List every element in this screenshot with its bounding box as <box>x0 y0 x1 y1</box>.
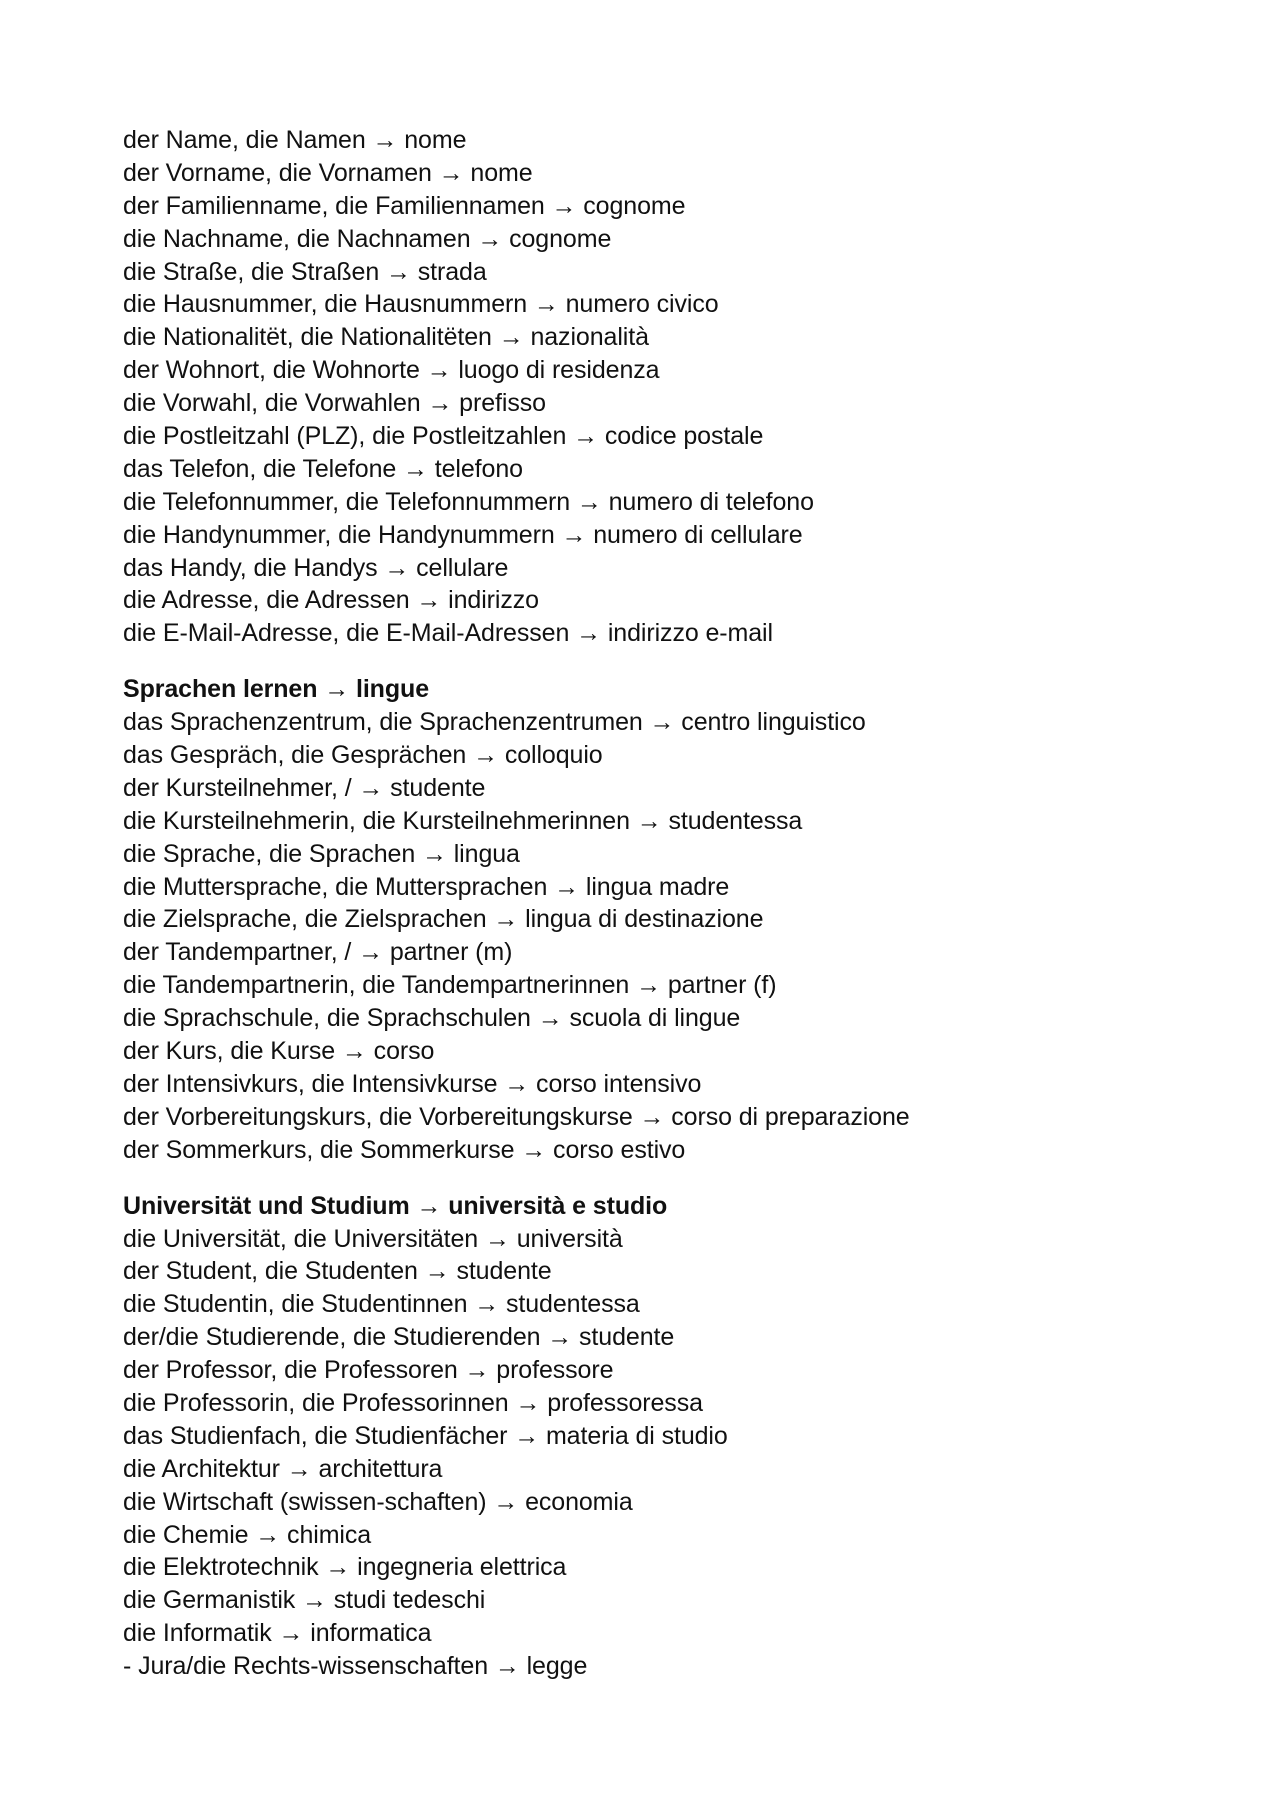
vocab-line: der Intensivkurs, die Intensivkurse → corso intensivo <box>123 1069 702 1098</box>
vocab-line: die Adresse, die Adressen → indirizzo <box>123 586 539 615</box>
vocab-line: die Nachname, die Nachnamen → cognome <box>123 224 612 253</box>
vocab-line: der Vorbereitungskurs, die Vorbereitungskurse → corso di preparazione <box>123 1102 910 1131</box>
section-heading: Sprachen lernen → lingue <box>123 675 429 704</box>
vocab-line: die Universität, die Universitäten → università <box>123 1224 623 1253</box>
vocab-line: die Hausnummer, die Hausnummern → numero civico <box>123 290 719 319</box>
vocab-line: der Familienname, die Familiennamen → cognome <box>123 191 686 220</box>
section-personal-data <box>123 124 1223 650</box>
vocab-line: der Wohnort, die Wohnorte → luogo di residenza <box>123 356 660 385</box>
vocab-line: die Sprache, die Sprachen → lingua <box>123 839 520 868</box>
vocab-line: die E-Mail-Adresse, die E-Mail-Adressen → indirizzo e-mail <box>123 619 773 648</box>
vocab-line: die Kursteilnehmerin, die Kursteilnehmerinnen → studentessa <box>123 806 803 835</box>
vocab-line: die Informatik → informatica <box>123 1619 432 1648</box>
vocab-line: die Chemie → chimica <box>123 1520 372 1549</box>
vocab-line: die Professorin, die Professorinnen → professoressa <box>123 1388 703 1417</box>
vocab-line: das Sprachenzentrum, die Sprachenzentrumen → centro linguistico <box>123 708 866 737</box>
vocab-line: das Gespräch, die Gesprächen → colloquio <box>123 741 603 770</box>
vocab-line: die Straße, die Straßen → strada <box>123 257 487 286</box>
vocab-line: die Germanistik → studi tedeschi <box>123 1586 486 1615</box>
vocab-line: die Sprachschule, die Sprachschulen → scuola di lingue <box>123 1004 741 1033</box>
vocab-line: die Elektrotechnik → ingegneria elettrica <box>123 1553 567 1582</box>
vocab-line: der/die Studierende, die Studierenden → studente <box>123 1323 675 1352</box>
vocab-line: die Postleitzahl (PLZ), die Postleitzahlen → codice postale <box>123 422 764 451</box>
vocab-line: das Studienfach, die Studienfächer → materia di studio <box>123 1421 728 1450</box>
vocab-line: die Muttersprache, die Muttersprachen → lingua madre <box>123 872 730 901</box>
vocab-line: - Jura/die Rechts-wissenschaften → legge <box>123 1652 588 1681</box>
vocab-line: das Handy, die Handys → cellulare <box>123 553 509 582</box>
vocab-line: der Professor, die Professoren → professore <box>123 1356 614 1385</box>
vocab-line: die Handynummer, die Handynummern → numero di cellulare <box>123 520 803 549</box>
vocab-line: die Telefonnummer, die Telefonnummern → numero di telefono <box>123 487 814 516</box>
vocab-line: der Kurs, die Kurse → corso <box>123 1037 435 1066</box>
vocab-line: die Architektur → architettura <box>123 1454 443 1483</box>
vocab-line: der Vorname, die Vornamen → nome <box>123 158 533 187</box>
section-heading: Universität und Studium → università e studio <box>123 1191 668 1220</box>
vocab-line: die Vorwahl, die Vorwahlen → prefisso <box>123 389 546 418</box>
vocab-line: die Tandempartnerin, die Tandempartnerinnen → partner (f) <box>123 971 777 1000</box>
vocab-line: der Student, die Studenten → studente <box>123 1257 552 1286</box>
vocab-line: die Wirtschaft (swissen-schaften) → economia <box>123 1487 633 1516</box>
vocab-line: der Tandempartner, / → partner (m) <box>123 938 513 967</box>
vocab-line: das Telefon, die Telefone → telefono <box>123 454 523 483</box>
section-university <box>123 1190 1223 1683</box>
section-languages <box>123 673 1223 1166</box>
vocab-line: die Zielsprache, die Zielsprachen → lingua di destinazione <box>123 905 764 934</box>
vocab-line: der Kursteilnehmer, / → studente <box>123 773 486 802</box>
vocab-line: der Sommerkurs, die Sommerkurse → corso estivo <box>123 1135 686 1164</box>
vocab-line: die Nationalitët, die Nationalitëten → nazionalità <box>123 323 649 352</box>
vocab-line: der Name, die Namen → nome <box>123 126 467 154</box>
vocab-line: die Studentin, die Studentinnen → studentessa <box>123 1290 640 1319</box>
vocabulary-document <box>123 124 1223 1683</box>
